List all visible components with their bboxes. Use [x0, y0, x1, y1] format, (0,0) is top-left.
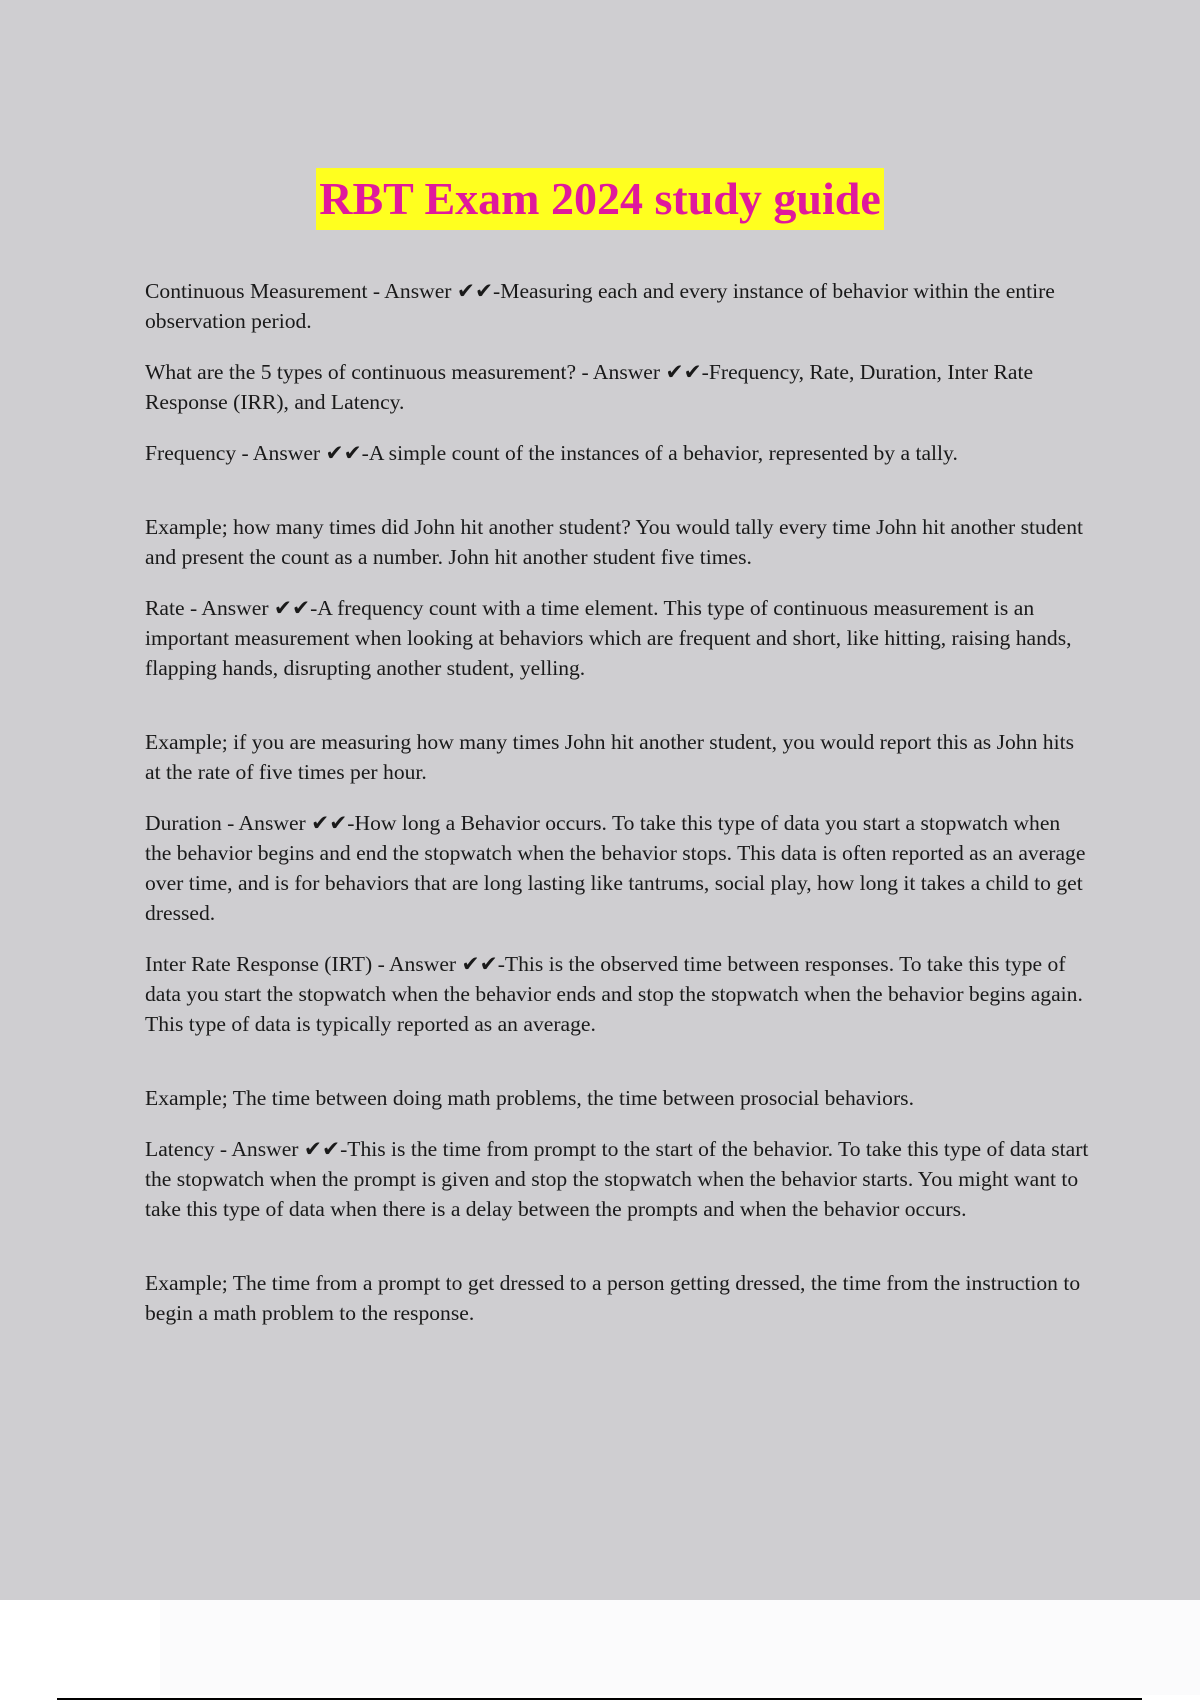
paragraph-frequency-example: Example; how many times did John hit another student? You would tally every time John hit another student and present the count as a number. John hit another student five times. — [145, 515, 1083, 569]
paragraph-irt-example: Example; The time between doing math problems, the time between prosocial behaviors. — [145, 1086, 914, 1110]
paragraph-duration: Duration - Answer ✔✔-How long a Behavior occurs. To take this type of data you start a stopwatch when the behavior begins and end the stopwatch when the behavior stops. This data is often reported as an average over time, and is for behaviors that are long lasting like tantrums, social play, how long it takes a child to get dressed. — [145, 811, 1086, 925]
document-body — [145, 276, 1090, 1349]
paragraph-rate: Rate - Answer ✔✔-A frequency count with a time element. This type of continuous measurement is an important measurement when looking at behaviors which are frequent and short, like hitting, raising hands, flapping hands, disrupting another student, yelling. — [145, 596, 1072, 680]
footer-band — [160, 1600, 1200, 1695]
paragraph-continuous-measurement: Continuous Measurement - Answer ✔✔-Measuring each and every instance of behavior within the entire observation period. — [145, 279, 1055, 333]
title-container — [0, 168, 1200, 230]
document-title: RBT Exam 2024 study guide — [316, 168, 884, 230]
paragraph-latency-example: Example; The time from a prompt to get dressed to a person getting dressed, the time from the instruction to begin a math problem to the response. — [145, 1271, 1081, 1325]
paragraph-frequency: Frequency - Answer ✔✔-A simple count of the instances of a behavior, represented by a tally. — [145, 441, 958, 465]
paragraph-latency: Latency - Answer ✔✔-This is the time from prompt to the start of the behavior. To take this type of data start the stopwatch when the prompt is given and stop the stopwatch when the behavior starts. You might want to take this type of data when there is a delay between the prompts and when the behavior occurs. — [145, 1137, 1089, 1221]
paragraph-continuous-types: What are the 5 types of continuous measurement? - Answer ✔✔-Frequency, Rate, Duration, Inter Rate Response (IRR), and Latency. — [145, 360, 1034, 414]
paragraph-irt: Inter Rate Response (IRT) - Answer ✔✔-This is the observed time between responses. To take this type of data you start the stopwatch when the behavior ends and stop the stopwatch when the behavior begins again. This type of data is typically reported as an average. — [145, 952, 1083, 1036]
paragraph-rate-example: Example; if you are measuring how many times John hit another student, you would report this as John hits at the rate of five times per hour. — [145, 730, 1074, 784]
